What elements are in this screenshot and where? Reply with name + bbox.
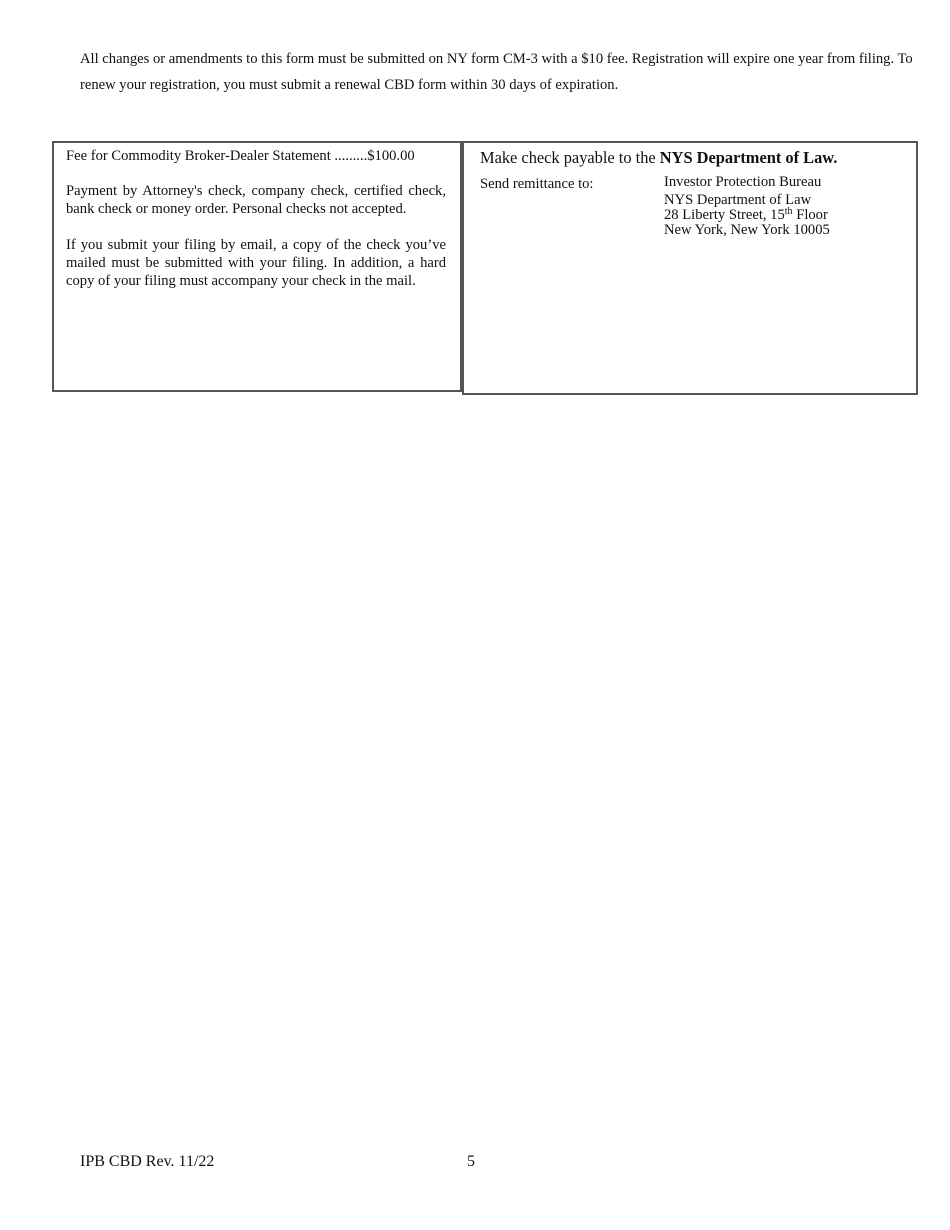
address-line-1: Investor Protection Bureau bbox=[664, 174, 822, 190]
amendment-instructions: All changes or amendments to this form must be submitted on NY form CM-3 with a $10 fee. Registration will expire one year from filing. To renew your registration, you must submit a renewal CBD form within 30 days of expiration. bbox=[80, 51, 913, 93]
remittance-box bbox=[462, 141, 918, 395]
payment-methods-text: Payment by Attorney's check, company check, certified check, bank check or money order. Personal checks not accepted. bbox=[66, 183, 446, 217]
email-filing-note: If you submit your filing by email, a copy of the check you’ve mailed must be submitted with your filing. In addition, a hard copy of your filing must accompany your check in the mail. bbox=[66, 237, 446, 289]
form-revision: IPB CBD Rev. 11/22 bbox=[80, 1153, 215, 1170]
address-line-3 bbox=[664, 208, 830, 223]
ordinal-suffix: th bbox=[784, 206, 793, 217]
page-number: 5 bbox=[467, 1153, 475, 1170]
payable-instruction bbox=[480, 148, 902, 168]
send-remittance-label: Send remittance to: bbox=[480, 176, 594, 192]
payable-prefix: Make check payable to the bbox=[480, 148, 660, 167]
address-line-2: NYS Department of Law bbox=[664, 192, 812, 208]
fee-amount-line: Fee for Commodity Broker-Dealer Statement .........$100.00 bbox=[66, 148, 415, 164]
mailing-address bbox=[664, 175, 830, 238]
street-address: 28 Liberty Street, 15 bbox=[664, 207, 785, 223]
floor-label: Floor bbox=[792, 207, 828, 223]
address-line-4: New York, New York 10005 bbox=[664, 222, 830, 238]
fee-info-box bbox=[52, 141, 462, 392]
payee-name: NYS Department of Law. bbox=[659, 148, 838, 167]
